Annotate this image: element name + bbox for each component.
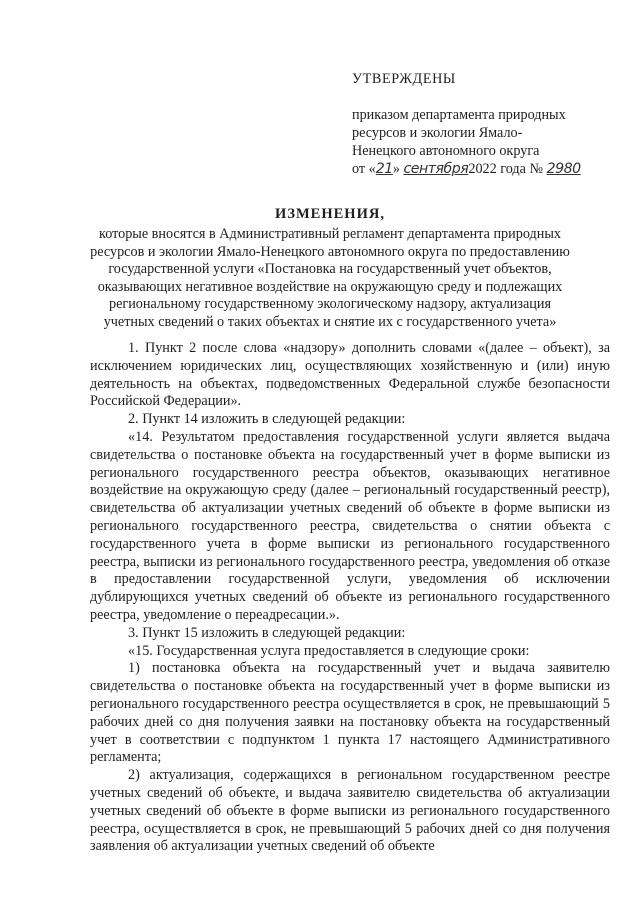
date-mid: » xyxy=(392,161,400,177)
subtitle-line: государственной услуги «Постановка на государственный учет объектов, xyxy=(108,261,552,278)
approval-heading: УТВЕРЖДЕНЫ xyxy=(352,71,456,87)
document-subtitle xyxy=(70,226,590,332)
approval-block xyxy=(352,70,612,178)
paragraph-subpoint-1: 1) постановка объекта на государственный учет и выдача заявителю свидетельства о постановке объекта на государственный учет в форме выписки из регионального государственного реестра осуществляется в срок, не превышающий 5 рабочих дней со дня получения заявки на постановку объекта на государственный учет в соответствии с подпунктом 1 пункта 17 настоящего Административного регламента; xyxy=(90,660,610,766)
order-number-handwritten: 2980 xyxy=(546,161,581,177)
paragraph-subpoint-2: 2) актуализация, содержащихся в региональном государственном реестре учетных сведений об объекте, и выдача заявителю свидетельства об актуализации учетных сведений об объекте в форме выписки из регионального государственного реестра, осуществляется в срок, не превышающий 5 рабочих дней со дня получения заявления об актуализации учетных сведений об объекте xyxy=(90,767,610,855)
approval-date-line xyxy=(352,160,612,178)
subtitle-line: которые вносятся в Административный регламент департамента природных xyxy=(99,226,561,242)
approval-line-2: ресурсов и экологии Ямало- xyxy=(352,125,523,141)
approval-line-3: Ненецкого автономного округа xyxy=(352,143,540,159)
subtitle-line: учетных сведений о таких объектах и снятие их с государственного учета» xyxy=(103,313,557,330)
date-day-handwritten: 21 xyxy=(375,161,393,177)
date-month-handwritten: сентября xyxy=(403,161,469,177)
date-year: 2022 года № xyxy=(468,161,544,177)
document-body xyxy=(90,340,610,856)
approval-line-1: приказом департамента природных xyxy=(352,107,566,123)
paragraph-item-3: 3. Пункт 15 изложить в следующей редакции: xyxy=(128,624,406,641)
subtitle-line: региональному государственному экологическому надзору, актуализация xyxy=(108,296,551,313)
subtitle-line: оказывающих негативное воздействие на окружающую среду и подлежащих xyxy=(97,278,563,295)
paragraph-point-14: «14. Результатом предоставления государственной услуги является выдача свидетельства о постановке объекта на государственный учет в форме выписки из регионального государственного реестра объектов, оказывающих негативное воздействие на окружающую среду (далее – региональный государственный реестр), свидетельства об актуализации учетных сведений об объекте в форме выписки из регионального государственного реестра, свидетельства о снятии объекта с государственного учета в форме выписки из регионального государственного реестра, выписки из регионального государственного реестра, уведомления об отказе в предоставлении государственной услуги, уведомления об исключении дублирующихся учетных сведений об объекте из регионального государственного реестра, уведомление о переадресации.». xyxy=(90,428,610,623)
date-prefix: от « xyxy=(352,161,376,177)
subtitle-line: ресурсов и экологии Ямало-Ненецкого автономного округа по предоставлению xyxy=(90,243,570,260)
paragraph-item-1: 1. Пункт 2 после слова «надзору» дополнить словами «(далее – объект), за исключением юридических лиц, осуществляющих хозяйственную и (или) иную деятельность на объектах, подведомственных Федеральной службе безопасности Российской Федерации». xyxy=(90,340,610,410)
document-title: ИЗМЕНЕНИЯ, xyxy=(275,206,385,222)
paragraph-point-15: «15. Государственная услуга предоставляется в следующие сроки: xyxy=(128,642,530,659)
paragraph-item-2: 2. Пункт 14 изложить в следующей редакции: xyxy=(128,411,406,428)
